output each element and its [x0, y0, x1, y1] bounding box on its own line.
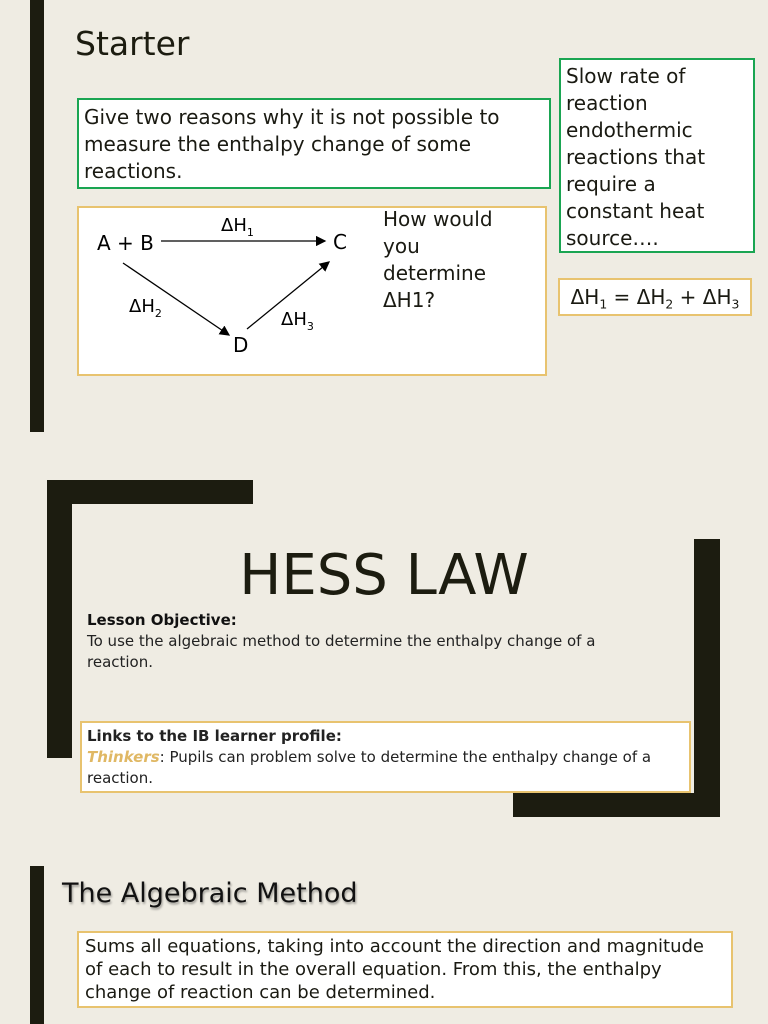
dh3-label: $\Delta H_3$ — [281, 309, 314, 333]
node-ab-label: A + B — [97, 231, 154, 255]
lesson-objective-text: To use the algebraic method to determine the enthalpy change of a reaction. — [87, 632, 596, 671]
ib-learner-profile-box — [80, 721, 691, 793]
starter-answer-text: Slow rate of reaction endothermic reactions that require a constant heat source…. — [566, 64, 706, 250]
node-c-label: C — [333, 230, 347, 254]
slide2-bracket-top — [47, 480, 253, 504]
lesson-objective — [87, 610, 647, 673]
slide2-bracket-left — [47, 480, 72, 758]
ib-links-label: Links to the IB learner profile: — [87, 727, 342, 745]
dh2-label: $\Delta H_2$ — [129, 296, 162, 320]
algebraic-method-description: Sums all equations, taking into account the direction and magnitude of each to result in the overall equation. From this, the enthalpy change of reaction can be determined. — [77, 931, 733, 1008]
starter-question-box — [77, 98, 551, 189]
starter-question-text: Give two reasons why it is not possible to measure the enthalpy change of some reactions. — [84, 105, 500, 183]
slide3-title: The Algebraic Method — [62, 878, 358, 909]
determine-prompt: How would you determine ΔH1? — [383, 207, 493, 312]
ib-links-text: : Pupils can problem solve to determine the enthalpy change of a reaction. — [87, 748, 652, 787]
slide1-title: Starter — [75, 24, 190, 63]
node-d-label: D — [233, 333, 249, 357]
slide2-bracket-bottom — [513, 793, 720, 817]
dh1-label: $\Delta H_1$ — [221, 215, 254, 239]
thinkers-keyword: Thinkers — [87, 748, 160, 766]
lesson-objective-label: Lesson Objective: — [87, 611, 237, 629]
slide2-title: HESS LAW — [239, 543, 529, 608]
slide3-accent-bar — [30, 866, 44, 1024]
hess-formula-box: $\Delta H_1 = \Delta H_2 + \Delta H_3$ — [558, 278, 752, 316]
slide1-accent-bar — [30, 0, 44, 432]
starter-answer-box — [559, 58, 755, 253]
